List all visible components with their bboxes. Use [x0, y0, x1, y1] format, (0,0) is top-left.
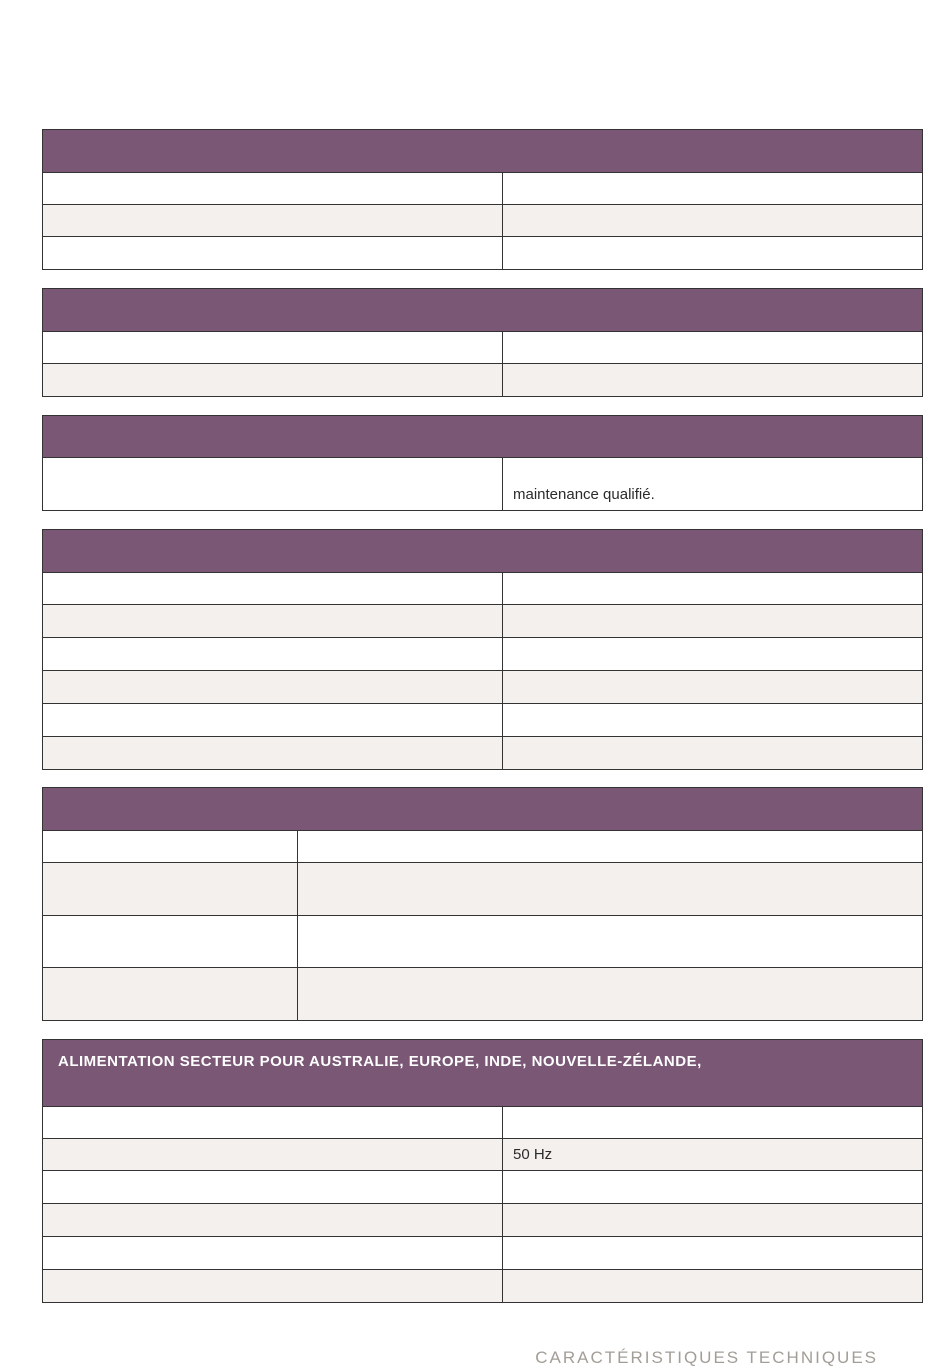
- table-cell-value: [503, 1237, 922, 1269]
- table-cell-label: [43, 1270, 503, 1302]
- table-row: [43, 831, 922, 863]
- table-row: [43, 237, 922, 269]
- table-row: [43, 671, 922, 704]
- table-cell-label: [43, 704, 503, 736]
- table-cell-value: [298, 916, 922, 967]
- table-header: [43, 530, 922, 573]
- table-cell-value: [503, 671, 922, 703]
- table-row: [43, 638, 922, 671]
- table-row: [43, 605, 922, 638]
- spec-table-2: [42, 288, 923, 397]
- table-cell-label: [43, 205, 503, 236]
- table-row: [43, 916, 922, 968]
- table-cell-value: [503, 237, 922, 269]
- table-row: [43, 737, 922, 769]
- table-cell-label: [43, 237, 503, 269]
- table-row: [43, 863, 922, 916]
- table-cell-label: [43, 1237, 503, 1269]
- spec-table-1: [42, 129, 923, 270]
- table-cell-value: [503, 638, 922, 670]
- table-row: [43, 968, 922, 1020]
- table-cell-value: [503, 1204, 922, 1236]
- table-cell-label: [43, 831, 298, 862]
- spec-table-5: [42, 787, 923, 1021]
- table-cell-value: [503, 704, 922, 736]
- table-row: [43, 1107, 922, 1139]
- table-cell-value: [298, 968, 922, 1020]
- table-cell-value: 50 Hz: [513, 1146, 553, 1163]
- table-cell-value: [298, 831, 922, 862]
- table-cell-value: [503, 605, 922, 637]
- table-row: [43, 1237, 922, 1270]
- table-cell-label: [43, 1139, 503, 1170]
- table-cell-label: [43, 1204, 503, 1236]
- table-row: [43, 364, 922, 396]
- table-row: [43, 173, 922, 205]
- table-row: [43, 1171, 922, 1204]
- table-cell-value: maintenance qualifié.: [513, 486, 655, 503]
- table-cell-value: [503, 1270, 922, 1302]
- table-cell-label: [43, 737, 503, 769]
- table-row: [43, 1139, 922, 1171]
- table-cell-label: [43, 671, 503, 703]
- table-row: [43, 332, 922, 364]
- table-cell-label: [43, 638, 503, 670]
- table-cell-value: [503, 737, 922, 769]
- table-cell-value: [503, 205, 922, 236]
- table-cell-label: [43, 364, 503, 396]
- table-row: [43, 1270, 922, 1302]
- spec-table-4: [42, 529, 923, 770]
- table-header: [43, 130, 922, 173]
- table-header: [43, 788, 922, 831]
- table-cell-label: [43, 916, 298, 967]
- table-cell-label: [43, 573, 503, 604]
- table-row: [43, 573, 922, 605]
- table-cell-label: [43, 605, 503, 637]
- table-row: [43, 205, 922, 237]
- table-cell-label: [43, 1107, 503, 1138]
- table-header: ALIMENTATION SECTEUR POUR AUSTRALIE, EUROPE, INDE, NOUVELLE-ZÉLANDE,: [43, 1040, 922, 1107]
- table-row: [43, 704, 922, 737]
- table-cell-value: [298, 863, 922, 915]
- table-cell-label: [43, 863, 298, 915]
- table-cell-value: [503, 364, 922, 396]
- table-cell-value: [503, 1107, 922, 1138]
- table-cell-value: [503, 1171, 922, 1203]
- table-header: [43, 416, 922, 458]
- table-cell-value: [503, 573, 922, 604]
- table-cell-label: [43, 173, 503, 204]
- table-cell-label: [43, 968, 298, 1020]
- table-cell-label: [43, 1171, 503, 1203]
- table-cell-value: [503, 173, 922, 204]
- table-row: [43, 1204, 922, 1237]
- spec-table-3: [42, 415, 923, 511]
- page-footer-section-title: CARACTÉRISTIQUES TECHNIQUES: [535, 1348, 878, 1367]
- table-cell-label: [43, 332, 503, 363]
- spec-table-6: [42, 1039, 923, 1303]
- table-header: [43, 289, 922, 332]
- table-row: [43, 458, 922, 510]
- table-cell-label: [43, 458, 503, 510]
- table-cell-value: [503, 332, 922, 363]
